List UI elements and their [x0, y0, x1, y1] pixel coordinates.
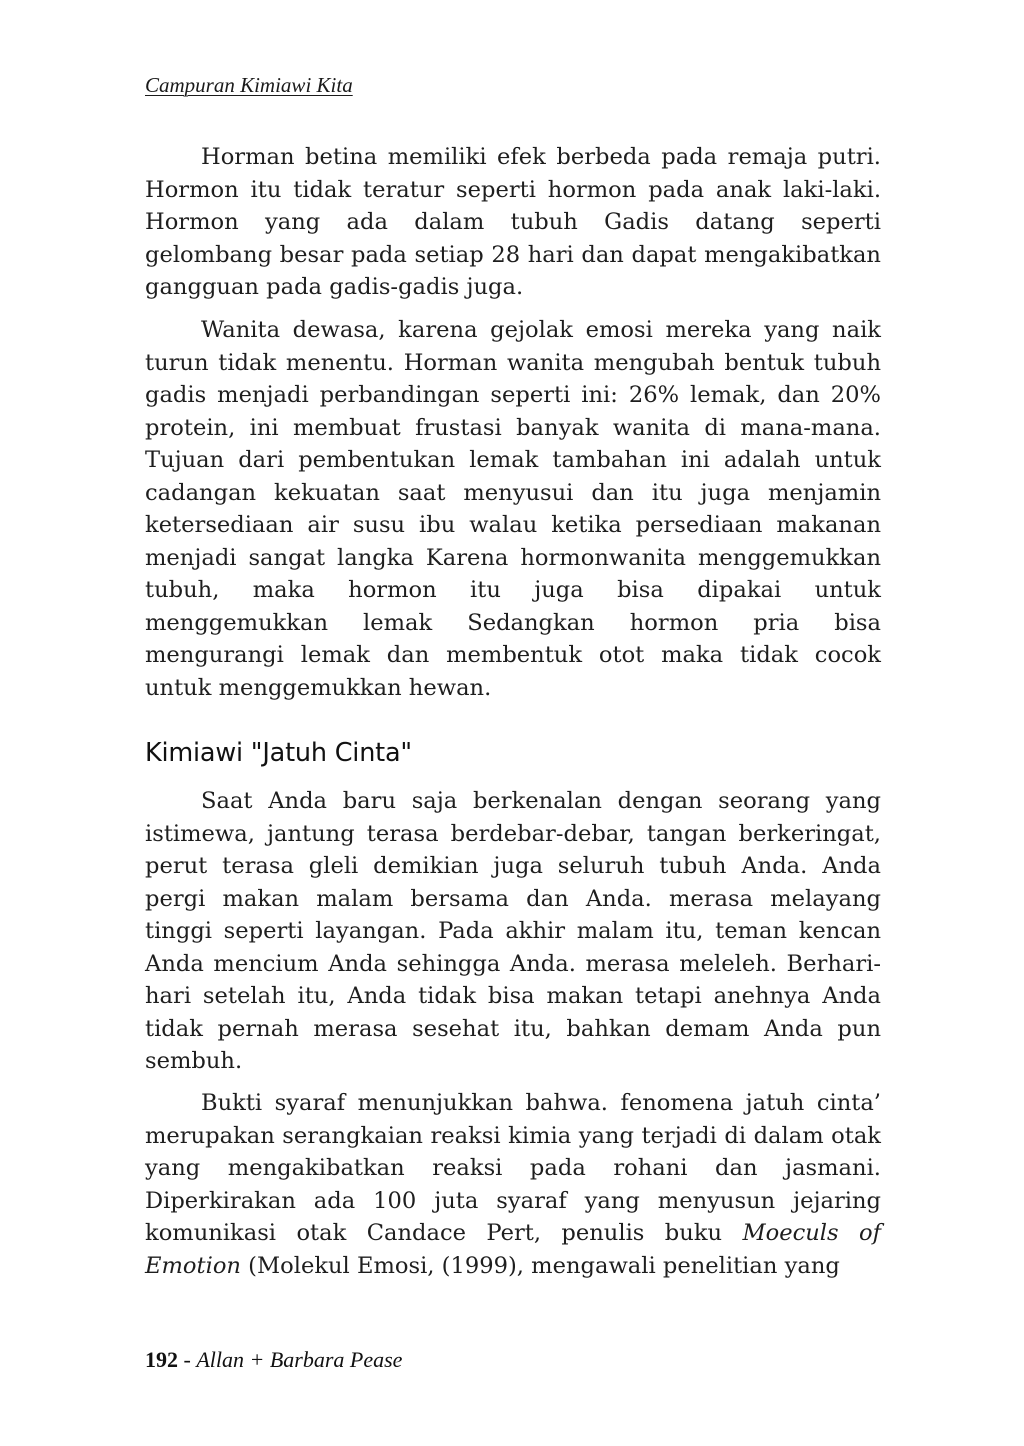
book-title: Moeculs of Emotion: [145, 1220, 881, 1279]
paragraph-hormone-girls: Horman betina memiliki efek berbeda pada remaja putri. Hormon itu tidak teratur seperti hormon pada anak laki-laki. Hormon yang ada dalam tubuh Gadis datang seperti gelombang besar pada setiap 28 hari dan dapat mengakibatkan gangguan pada gadis-gadis juga.: [145, 144, 881, 300]
footer-author: Allan + Barbara Pease: [196, 1347, 403, 1372]
paragraph-neural-evidence: [145, 1087, 881, 1282]
running-header: [145, 73, 353, 98]
footer-separator: -: [178, 1347, 197, 1372]
paragraph-block-1: [145, 141, 881, 304]
paragraph-falling-in-love: Saat Anda baru saja berkenalan dengan seorang yang istimewa, jantung terasa berdebar-debar, tangan berkeringat, perut terasa gleli demikian juga seluruh tubuh Anda. Anda pergi makan malam bersama dan Anda. merasa melayang tinggi seperti layangan. Pada akhir malam itu, teman kencan Anda mencium Anda sehingga Anda. merasa meleleh. Berhari-hari setelah itu, Anda tidak bisa makan tetapi anehnya Anda tidak pernah merasa sesehat itu, bahkan demam Anda pun sembuh.: [145, 788, 881, 1074]
page-footer: [145, 1347, 402, 1373]
paragraph-adult-women: Wanita dewasa, karena gejolak emosi mereka yang naik turun tidak menentu. Horman wanita mengubah bentuk tubuh gadis menjadi perbandingan seperti ini: 26% lemak, dan 20% protein, ini membuat frustasi banyak wanita di mana-mana. Tujuan dari pembentukan lemak tambahan ini adalah untuk cadangan kekuatan saat menyusui dan itu juga menjamin ketersediaan air susu ibu walau ketika persediaan makanan menjadi sangat langka Karena hormonwanita menggemukkan tubuh, maka hormon itu juga bisa dipakai untuk menggemukkan lemak Sedangkan hormon pria bisa mengurangi lemak dan membentuk otot maka tidak cocok untuk menggemukkan hewan.: [145, 317, 881, 701]
running-header-title: Campuran Kimiawi Kita: [145, 73, 353, 97]
paragraph-block-2: [145, 314, 881, 704]
page-number: 192: [145, 1347, 178, 1372]
paragraph-neural-evidence-text-2: (Molekul Emosi, (1999), mengawali penelitian yang: [240, 1252, 840, 1279]
paragraph-block-3: [145, 785, 881, 1078]
paragraph-block-4: [145, 1087, 881, 1282]
paragraph-neural-evidence-text-1: Bukti syaraf menunjukkan bahwa. fenomena jatuh cinta’ merupakan serangkaian reaksi kimia yang terjadi di dalam otak yang mengakibatkan reaksi pada rohani dan jasmani. Diperkirakan ada 100 juta syaraf yang menyusun jejaring komunikasi otak Candace Pert, penulis buku: [145, 1090, 881, 1246]
section-heading: Kimiawi "Jatuh Cinta": [145, 738, 412, 768]
